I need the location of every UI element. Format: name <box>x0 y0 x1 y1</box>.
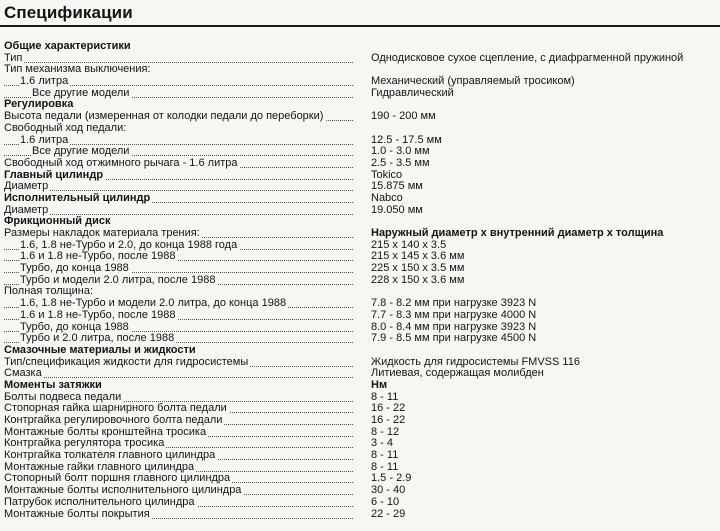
spec-label: Контргайка регулятора тросика <box>4 438 165 450</box>
spec-label: Контргайка толкателя главного цилиндра <box>4 450 216 462</box>
spec-label: Стопорный болт поршня главного цилиндра <box>4 473 231 485</box>
spec-value: Nabco <box>371 191 403 204</box>
spec-label: 1.6, 1.8 не-Турбо и 2.0, до конца 1988 года <box>20 239 238 251</box>
spec-row <box>4 403 716 415</box>
spec-label: Монтажные болты исполнительного цилиндра <box>4 485 242 497</box>
spec-label: Тип механизма выключения: <box>4 64 151 76</box>
page-title: Спецификации <box>4 3 133 22</box>
spec-value: 16 - 22 <box>371 402 406 415</box>
spec-value: 190 - 200 мм <box>371 110 436 123</box>
spec-value: 228 x 150 x 3.6 мм <box>371 273 465 286</box>
spec-value: 19.050 мм <box>371 203 423 216</box>
spec-value: 6 - 10 <box>371 495 400 508</box>
spec-label: Контргайка регулировочного болта педали <box>4 415 223 426</box>
section-heading: Общие характеристики <box>4 41 131 52</box>
header-rule <box>0 25 720 27</box>
spec-row <box>4 111 716 123</box>
spec-label: Турбо и модели 2.0 литра, после 1988 <box>20 274 216 286</box>
spec-value: 22 - 29 <box>371 507 406 520</box>
spec-label: Болты подвеса педали <box>4 391 122 403</box>
spec-value: 3 - 4 <box>371 437 394 450</box>
spec-value: 215 x 140 x 3.5 <box>371 238 447 251</box>
spec-row <box>4 462 716 474</box>
spec-value: 225 x 150 x 3.5 мм <box>371 262 465 275</box>
spec-row <box>4 485 716 497</box>
spec-value: 2.5 - 3.5 мм <box>371 156 430 169</box>
section-heading: Фрикционный диск <box>4 216 111 228</box>
spec-row <box>4 193 716 205</box>
spec-row <box>4 357 716 369</box>
section-heading: Моменты затяжки <box>4 379 102 391</box>
spec-row <box>4 64 716 76</box>
spec-value: 1.0 - 3.0 мм <box>371 145 430 158</box>
spec-row <box>4 333 716 345</box>
spec-value: Механический (управляемый тросиком) <box>371 75 575 88</box>
spec-label: Монтажные болты кронштейна тросика <box>4 426 207 438</box>
spec-row <box>4 322 716 334</box>
spec-row <box>4 497 716 509</box>
spec-row <box>4 240 716 252</box>
page-header <box>0 0 720 38</box>
spec-value: 8 - 12 <box>371 425 400 438</box>
spec-row <box>4 310 716 322</box>
spec-value: 215 x 145 x 3.6 мм <box>371 250 465 263</box>
spec-row <box>4 123 716 135</box>
spec-label: Монтажные болты покрытия <box>4 508 150 520</box>
spec-label: Размеры накладок материала трения: <box>4 228 200 239</box>
spec-row <box>4 380 716 392</box>
spec-value: Гидравлический <box>371 86 454 99</box>
spec-row <box>4 170 716 182</box>
spec-value: 8 - 11 <box>371 460 399 473</box>
spec-label: Высота педали (измеренная от колодки педали до переборки) <box>4 111 324 123</box>
spec-row <box>4 263 716 275</box>
spec-label: Смазка <box>4 368 42 380</box>
section-heading: Исполнительный цилиндр <box>4 192 151 204</box>
spec-label: Стопорная гайка шарнирного болта педали <box>4 403 227 415</box>
spec-row <box>4 205 716 217</box>
spec-value: 7.7 - 8.3 мм при нагрузке 4000 N <box>371 308 537 321</box>
spec-value: Tokico <box>371 168 403 181</box>
spec-row <box>4 509 716 521</box>
spec-value: Нм <box>371 378 388 391</box>
spec-value: 8.0 - 8.4 мм при нагрузке 3923 N <box>371 320 537 333</box>
spec-label: 1.6 и 1.8 не-Турбо, после 1988 <box>20 251 176 263</box>
spec-row <box>4 275 716 287</box>
spec-label: 1.6, 1.8 не-Турбо и модели 2.0 литра, до конца 1988 <box>20 298 287 310</box>
spec-row <box>4 181 716 193</box>
spec-label: 1.6 литра <box>20 134 69 146</box>
spec-row <box>4 99 716 111</box>
spec-row <box>4 251 716 263</box>
spec-label: 1.6 и 1.8 не-Турбо, после 1988 <box>20 309 176 321</box>
spec-value: Однодисковое сухое сцепление, с диафрагменной пружиной <box>371 51 684 64</box>
spec-row <box>4 415 716 427</box>
spec-row <box>4 286 716 298</box>
spec-value: 8 - 11 <box>371 449 399 462</box>
spec-value: 30 - 40 <box>371 484 406 497</box>
section-heading: Регулировка <box>4 99 74 111</box>
spec-label: Диаметр <box>4 204 49 216</box>
spec-label: Патрубок исполнительного цилиндра <box>4 496 195 508</box>
spec-row <box>4 473 716 485</box>
section-heading: Главный цилиндр <box>4 169 104 181</box>
spec-label: Все другие модели <box>32 146 130 158</box>
spec-label: Свободный ход отжимного рычага - 1.6 литра <box>4 157 238 169</box>
spec-row <box>4 427 716 439</box>
spec-label: Тип <box>4 52 23 64</box>
spec-label: Диаметр <box>4 181 49 193</box>
spec-row <box>4 41 716 53</box>
spec-label: Тип/спецификация жидкости для гидросистемы <box>4 356 249 368</box>
spec-row <box>4 146 716 158</box>
spec-row <box>4 53 716 65</box>
spec-row <box>4 228 716 240</box>
spec-row <box>4 450 716 462</box>
spec-value: 16 - 22 <box>371 414 406 426</box>
spec-label: Свободный ход педали: <box>4 122 127 134</box>
spec-row <box>4 88 716 100</box>
spec-label: Полная толщина: <box>4 286 94 298</box>
spec-row <box>4 345 716 357</box>
spec-value: 7.8 - 8.2 мм при нагрузке 3923 N <box>371 297 537 310</box>
spec-label: Все другие модели <box>32 87 130 99</box>
spec-table <box>4 41 716 520</box>
spec-row <box>4 76 716 88</box>
spec-value: 7.9 - 8.5 мм при нагрузке 4500 N <box>371 332 537 345</box>
spec-label: Турбо, до конца 1988 <box>20 321 129 333</box>
spec-value: 12.5 - 17.5 мм <box>371 133 442 146</box>
spec-row <box>4 298 716 310</box>
spec-row <box>4 438 716 450</box>
spec-value: Наружный диаметр x внутренний диаметр x толщина <box>371 227 664 239</box>
spec-label: 1.6 литра <box>20 76 69 88</box>
spec-label: Монтажные гайки главного цилиндра <box>4 461 195 473</box>
spec-value: Литиевая, содержащая молибден <box>371 367 544 380</box>
spec-value: 15.875 мм <box>371 180 423 193</box>
spec-label: Турбо, до конца 1988 <box>20 263 129 275</box>
spec-value: 8 - 11 <box>371 390 399 403</box>
spec-row <box>4 135 716 147</box>
spec-row <box>4 158 716 170</box>
spec-value: 1.5 - 2.9 <box>371 472 412 485</box>
spec-row <box>4 392 716 404</box>
spec-label: Турбо и 2.0 литра, после 1988 <box>20 333 175 345</box>
spec-value: Жидкость для гидросистемы FMVSS 116 <box>371 355 580 368</box>
section-heading: Смазочные материалы и жидкости <box>4 344 196 356</box>
spec-row <box>4 368 716 380</box>
